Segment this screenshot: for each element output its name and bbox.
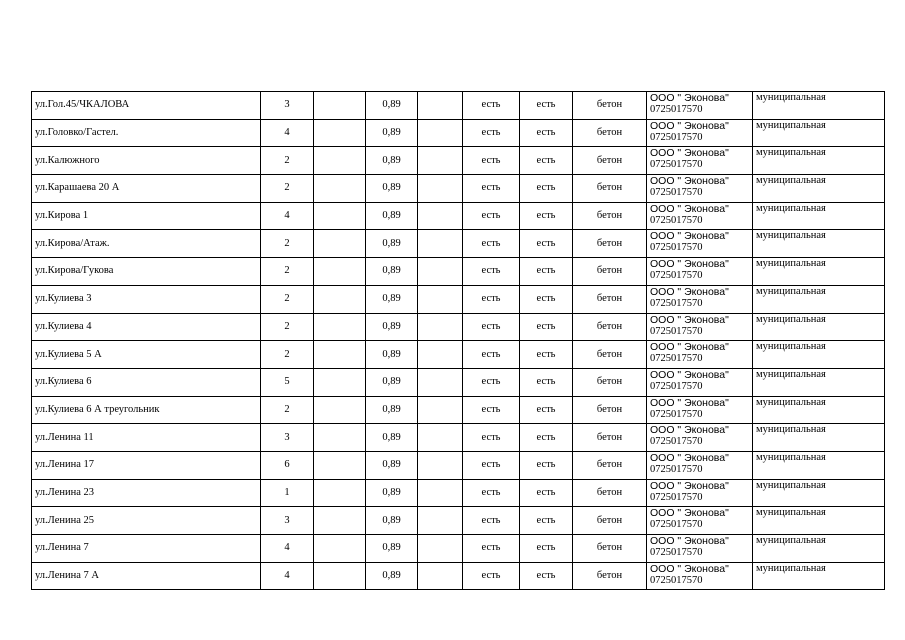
container-count-cell: 2	[261, 285, 314, 313]
table-row	[32, 562, 885, 590]
empty-cell	[418, 451, 463, 479]
table-row	[32, 535, 885, 563]
container-count-cell: 2	[261, 341, 314, 369]
empty-cell	[418, 119, 463, 147]
operator-cell	[647, 562, 753, 590]
operator-cell	[647, 424, 753, 452]
operator-cell	[647, 147, 753, 175]
container-count-cell: 2	[261, 313, 314, 341]
table-row	[32, 313, 885, 341]
container-sites-table	[31, 91, 885, 590]
operator-inn: 0725017570	[650, 159, 703, 171]
operator-cell	[647, 368, 753, 396]
operator-inn: 0725017570	[650, 574, 703, 586]
surface-cell: бетон	[573, 451, 647, 479]
fence-cell: есть	[463, 202, 520, 230]
fence-cell: есть	[463, 424, 520, 452]
surface-cell: бетон	[573, 368, 647, 396]
volume-cell: 0,89	[366, 507, 418, 535]
operator-inn: 0725017570	[650, 270, 703, 282]
volume-cell: 0,89	[366, 119, 418, 147]
surface-cell: бетон	[573, 119, 647, 147]
street-cell: ул.Кирова 1	[32, 202, 261, 230]
table-row	[32, 147, 885, 175]
empty-cell	[314, 507, 366, 535]
fence-cell: есть	[463, 175, 520, 203]
empty-cell	[314, 119, 366, 147]
surface-cell: бетон	[573, 92, 647, 120]
operator-cell	[647, 451, 753, 479]
operator-cell	[647, 285, 753, 313]
surface-cell: бетон	[573, 507, 647, 535]
street-cell: ул.Головко/Гастел.	[32, 119, 261, 147]
operator-inn: 0725017570	[650, 463, 703, 475]
ownership-cell: муниципальная	[753, 147, 885, 175]
table-row	[32, 396, 885, 424]
platform-cell: есть	[520, 313, 573, 341]
ownership-cell: муниципальная	[753, 258, 885, 286]
empty-cell	[418, 368, 463, 396]
surface-cell: бетон	[573, 535, 647, 563]
platform-cell: есть	[520, 562, 573, 590]
container-count-cell: 2	[261, 396, 314, 424]
street-cell: ул.Кулиева 3	[32, 285, 261, 313]
platform-cell: есть	[520, 285, 573, 313]
operator-name: ООО " Эконова"	[650, 313, 729, 326]
platform-cell: есть	[520, 147, 573, 175]
operator-cell	[647, 479, 753, 507]
empty-cell	[418, 507, 463, 535]
empty-cell	[314, 562, 366, 590]
empty-cell	[418, 285, 463, 313]
operator-inn: 0725017570	[650, 519, 703, 531]
container-count-cell: 4	[261, 562, 314, 590]
ownership-cell: муниципальная	[753, 562, 885, 590]
fence-cell: есть	[463, 258, 520, 286]
surface-cell: бетон	[573, 202, 647, 230]
operator-name: ООО " Эконова"	[650, 341, 729, 354]
operator-cell	[647, 119, 753, 147]
container-count-cell: 4	[261, 535, 314, 563]
operator-name: ООО " Эконова"	[650, 258, 729, 271]
volume-cell: 0,89	[366, 562, 418, 590]
volume-cell: 0,89	[366, 313, 418, 341]
operator-inn: 0725017570	[650, 547, 703, 558]
operator-name: ООО " Эконова"	[650, 285, 729, 298]
empty-cell	[314, 341, 366, 369]
operator-name: ООО " Эконова"	[650, 562, 729, 575]
street-cell: ул.Ленина 7 А	[32, 562, 261, 590]
volume-cell: 0,89	[366, 368, 418, 396]
table-row	[32, 230, 885, 258]
operator-cell	[647, 507, 753, 535]
ownership-cell: муниципальная	[753, 396, 885, 424]
surface-cell: бетон	[573, 479, 647, 507]
operator-inn: 0725017570	[650, 380, 703, 392]
operator-name: ООО " Эконова"	[650, 535, 729, 547]
operator-inn: 0725017570	[650, 297, 703, 309]
street-cell: ул.Ленина 23	[32, 479, 261, 507]
platform-cell: есть	[520, 230, 573, 258]
ownership-cell: муниципальная	[753, 368, 885, 396]
operator-name: ООО " Эконова"	[650, 119, 729, 132]
volume-cell: 0,89	[366, 479, 418, 507]
operator-cell	[647, 341, 753, 369]
operator-cell	[647, 396, 753, 424]
platform-cell: есть	[520, 451, 573, 479]
street-cell: ул.Кулиева 6 А треугольник	[32, 396, 261, 424]
empty-cell	[418, 92, 463, 120]
platform-cell: есть	[520, 535, 573, 563]
fence-cell: есть	[463, 507, 520, 535]
operator-name: ООО " Эконова"	[650, 396, 729, 409]
container-count-cell: 3	[261, 424, 314, 452]
operator-name: ООО " Эконова"	[650, 92, 729, 104]
table-row	[32, 258, 885, 286]
empty-cell	[314, 368, 366, 396]
surface-cell: бетон	[573, 147, 647, 175]
empty-cell	[418, 175, 463, 203]
surface-cell: бетон	[573, 424, 647, 452]
ownership-cell: муниципальная	[753, 451, 885, 479]
empty-cell	[418, 562, 463, 590]
empty-cell	[314, 396, 366, 424]
street-cell: ул.Гол.45/ЧКАЛОВА	[32, 92, 261, 120]
fence-cell: есть	[463, 341, 520, 369]
operator-name: ООО " Эконова"	[650, 368, 729, 381]
operator-inn: 0725017570	[650, 187, 703, 199]
volume-cell: 0,89	[366, 147, 418, 175]
container-count-cell: 5	[261, 368, 314, 396]
ownership-cell: муниципальная	[753, 535, 885, 563]
fence-cell: есть	[463, 368, 520, 396]
operator-cell	[647, 230, 753, 258]
empty-cell	[314, 313, 366, 341]
operator-name: ООО " Эконова"	[650, 202, 729, 215]
fence-cell: есть	[463, 313, 520, 341]
operator-inn: 0725017570	[650, 436, 703, 448]
container-count-cell: 4	[261, 202, 314, 230]
container-count-cell: 2	[261, 175, 314, 203]
ownership-cell: муниципальная	[753, 92, 885, 120]
volume-cell: 0,89	[366, 341, 418, 369]
operator-name: ООО " Эконова"	[650, 507, 729, 520]
platform-cell: есть	[520, 92, 573, 120]
operator-name: ООО " Эконова"	[650, 230, 729, 243]
empty-cell	[418, 147, 463, 175]
container-count-cell: 1	[261, 479, 314, 507]
volume-cell: 0,89	[366, 202, 418, 230]
container-count-cell: 6	[261, 451, 314, 479]
operator-name: ООО " Эконова"	[650, 479, 729, 492]
container-count-cell: 3	[261, 92, 314, 120]
operator-name: ООО " Эконова"	[650, 175, 729, 188]
volume-cell: 0,89	[366, 535, 418, 563]
ownership-cell: муниципальная	[753, 119, 885, 147]
empty-cell	[314, 479, 366, 507]
volume-cell: 0,89	[366, 92, 418, 120]
surface-cell: бетон	[573, 313, 647, 341]
operator-cell	[647, 92, 753, 120]
empty-cell	[418, 202, 463, 230]
street-cell: ул.Ленина 25	[32, 507, 261, 535]
operator-cell	[647, 175, 753, 203]
empty-cell	[314, 147, 366, 175]
street-cell: ул.Кирова/Атаж.	[32, 230, 261, 258]
fence-cell: есть	[463, 562, 520, 590]
platform-cell: есть	[520, 396, 573, 424]
platform-cell: есть	[520, 119, 573, 147]
fence-cell: есть	[463, 119, 520, 147]
table-body	[32, 92, 885, 590]
street-cell: ул.Кирова/Гукова	[32, 258, 261, 286]
street-cell: ул.Кулиева 4	[32, 313, 261, 341]
fence-cell: есть	[463, 230, 520, 258]
table-row	[32, 92, 885, 120]
ownership-cell: муниципальная	[753, 313, 885, 341]
operator-name: ООО " Эконова"	[650, 147, 729, 160]
surface-cell: бетон	[573, 230, 647, 258]
fence-cell: есть	[463, 285, 520, 313]
ownership-cell: муниципальная	[753, 507, 885, 535]
table-row	[32, 368, 885, 396]
operator-name: ООО " Эконова"	[650, 451, 729, 464]
surface-cell: бетон	[573, 175, 647, 203]
empty-cell	[418, 258, 463, 286]
street-cell: ул.Карашаева 20 А	[32, 175, 261, 203]
empty-cell	[418, 230, 463, 258]
surface-cell: бетон	[573, 285, 647, 313]
platform-cell: есть	[520, 175, 573, 203]
table-row	[32, 341, 885, 369]
street-cell: ул.Ленина 11	[32, 424, 261, 452]
empty-cell	[314, 258, 366, 286]
empty-cell	[418, 479, 463, 507]
empty-cell	[314, 451, 366, 479]
street-cell: ул.Ленина 17	[32, 451, 261, 479]
volume-cell: 0,89	[366, 285, 418, 313]
platform-cell: есть	[520, 202, 573, 230]
fence-cell: есть	[463, 451, 520, 479]
street-cell: ул.Калюжного	[32, 147, 261, 175]
ownership-cell: муниципальная	[753, 175, 885, 203]
platform-cell: есть	[520, 479, 573, 507]
fence-cell: есть	[463, 479, 520, 507]
fence-cell: есть	[463, 396, 520, 424]
table-row	[32, 285, 885, 313]
empty-cell	[418, 396, 463, 424]
operator-cell	[647, 202, 753, 230]
table-row	[32, 479, 885, 507]
volume-cell: 0,89	[366, 424, 418, 452]
ownership-cell: муниципальная	[753, 479, 885, 507]
empty-cell	[314, 285, 366, 313]
ownership-cell: муниципальная	[753, 424, 885, 452]
operator-inn: 0725017570	[650, 353, 703, 365]
street-cell: ул.Ленина 7	[32, 535, 261, 563]
ownership-cell: муниципальная	[753, 202, 885, 230]
street-cell: ул.Кулиева 6	[32, 368, 261, 396]
operator-inn: 0725017570	[650, 491, 703, 503]
operator-cell	[647, 535, 753, 563]
volume-cell: 0,89	[366, 175, 418, 203]
container-count-cell: 2	[261, 147, 314, 175]
empty-cell	[418, 341, 463, 369]
ownership-cell: муниципальная	[753, 341, 885, 369]
container-count-cell: 2	[261, 258, 314, 286]
surface-cell: бетон	[573, 258, 647, 286]
empty-cell	[314, 92, 366, 120]
operator-inn: 0725017570	[650, 214, 703, 226]
operator-inn: 0725017570	[650, 325, 703, 337]
volume-cell: 0,89	[366, 396, 418, 424]
ownership-cell: муниципальная	[753, 230, 885, 258]
operator-inn: 0725017570	[650, 408, 703, 420]
table-row	[32, 202, 885, 230]
table-row	[32, 119, 885, 147]
platform-cell: есть	[520, 424, 573, 452]
table-row	[32, 175, 885, 203]
volume-cell: 0,89	[366, 258, 418, 286]
street-cell: ул.Кулиева 5 А	[32, 341, 261, 369]
empty-cell	[314, 424, 366, 452]
operator-cell	[647, 258, 753, 286]
table-row	[32, 424, 885, 452]
empty-cell	[418, 424, 463, 452]
fence-cell: есть	[463, 92, 520, 120]
empty-cell	[418, 313, 463, 341]
empty-cell	[418, 535, 463, 563]
operator-inn: 0725017570	[650, 242, 703, 254]
platform-cell: есть	[520, 341, 573, 369]
platform-cell: есть	[520, 258, 573, 286]
volume-cell: 0,89	[366, 451, 418, 479]
surface-cell: бетон	[573, 396, 647, 424]
platform-cell: есть	[520, 507, 573, 535]
container-count-cell: 2	[261, 230, 314, 258]
table-row	[32, 451, 885, 479]
empty-cell	[314, 202, 366, 230]
operator-inn: 0725017570	[650, 104, 703, 115]
volume-cell: 0,89	[366, 230, 418, 258]
platform-cell: есть	[520, 368, 573, 396]
empty-cell	[314, 175, 366, 203]
fence-cell: есть	[463, 535, 520, 563]
operator-cell	[647, 313, 753, 341]
operator-name: ООО " Эконова"	[650, 424, 729, 437]
surface-cell: бетон	[573, 341, 647, 369]
fence-cell: есть	[463, 147, 520, 175]
container-count-cell: 3	[261, 507, 314, 535]
surface-cell: бетон	[573, 562, 647, 590]
empty-cell	[314, 230, 366, 258]
container-count-cell: 4	[261, 119, 314, 147]
ownership-cell: муниципальная	[753, 285, 885, 313]
table-row	[32, 507, 885, 535]
operator-inn: 0725017570	[650, 131, 703, 143]
empty-cell	[314, 535, 366, 563]
